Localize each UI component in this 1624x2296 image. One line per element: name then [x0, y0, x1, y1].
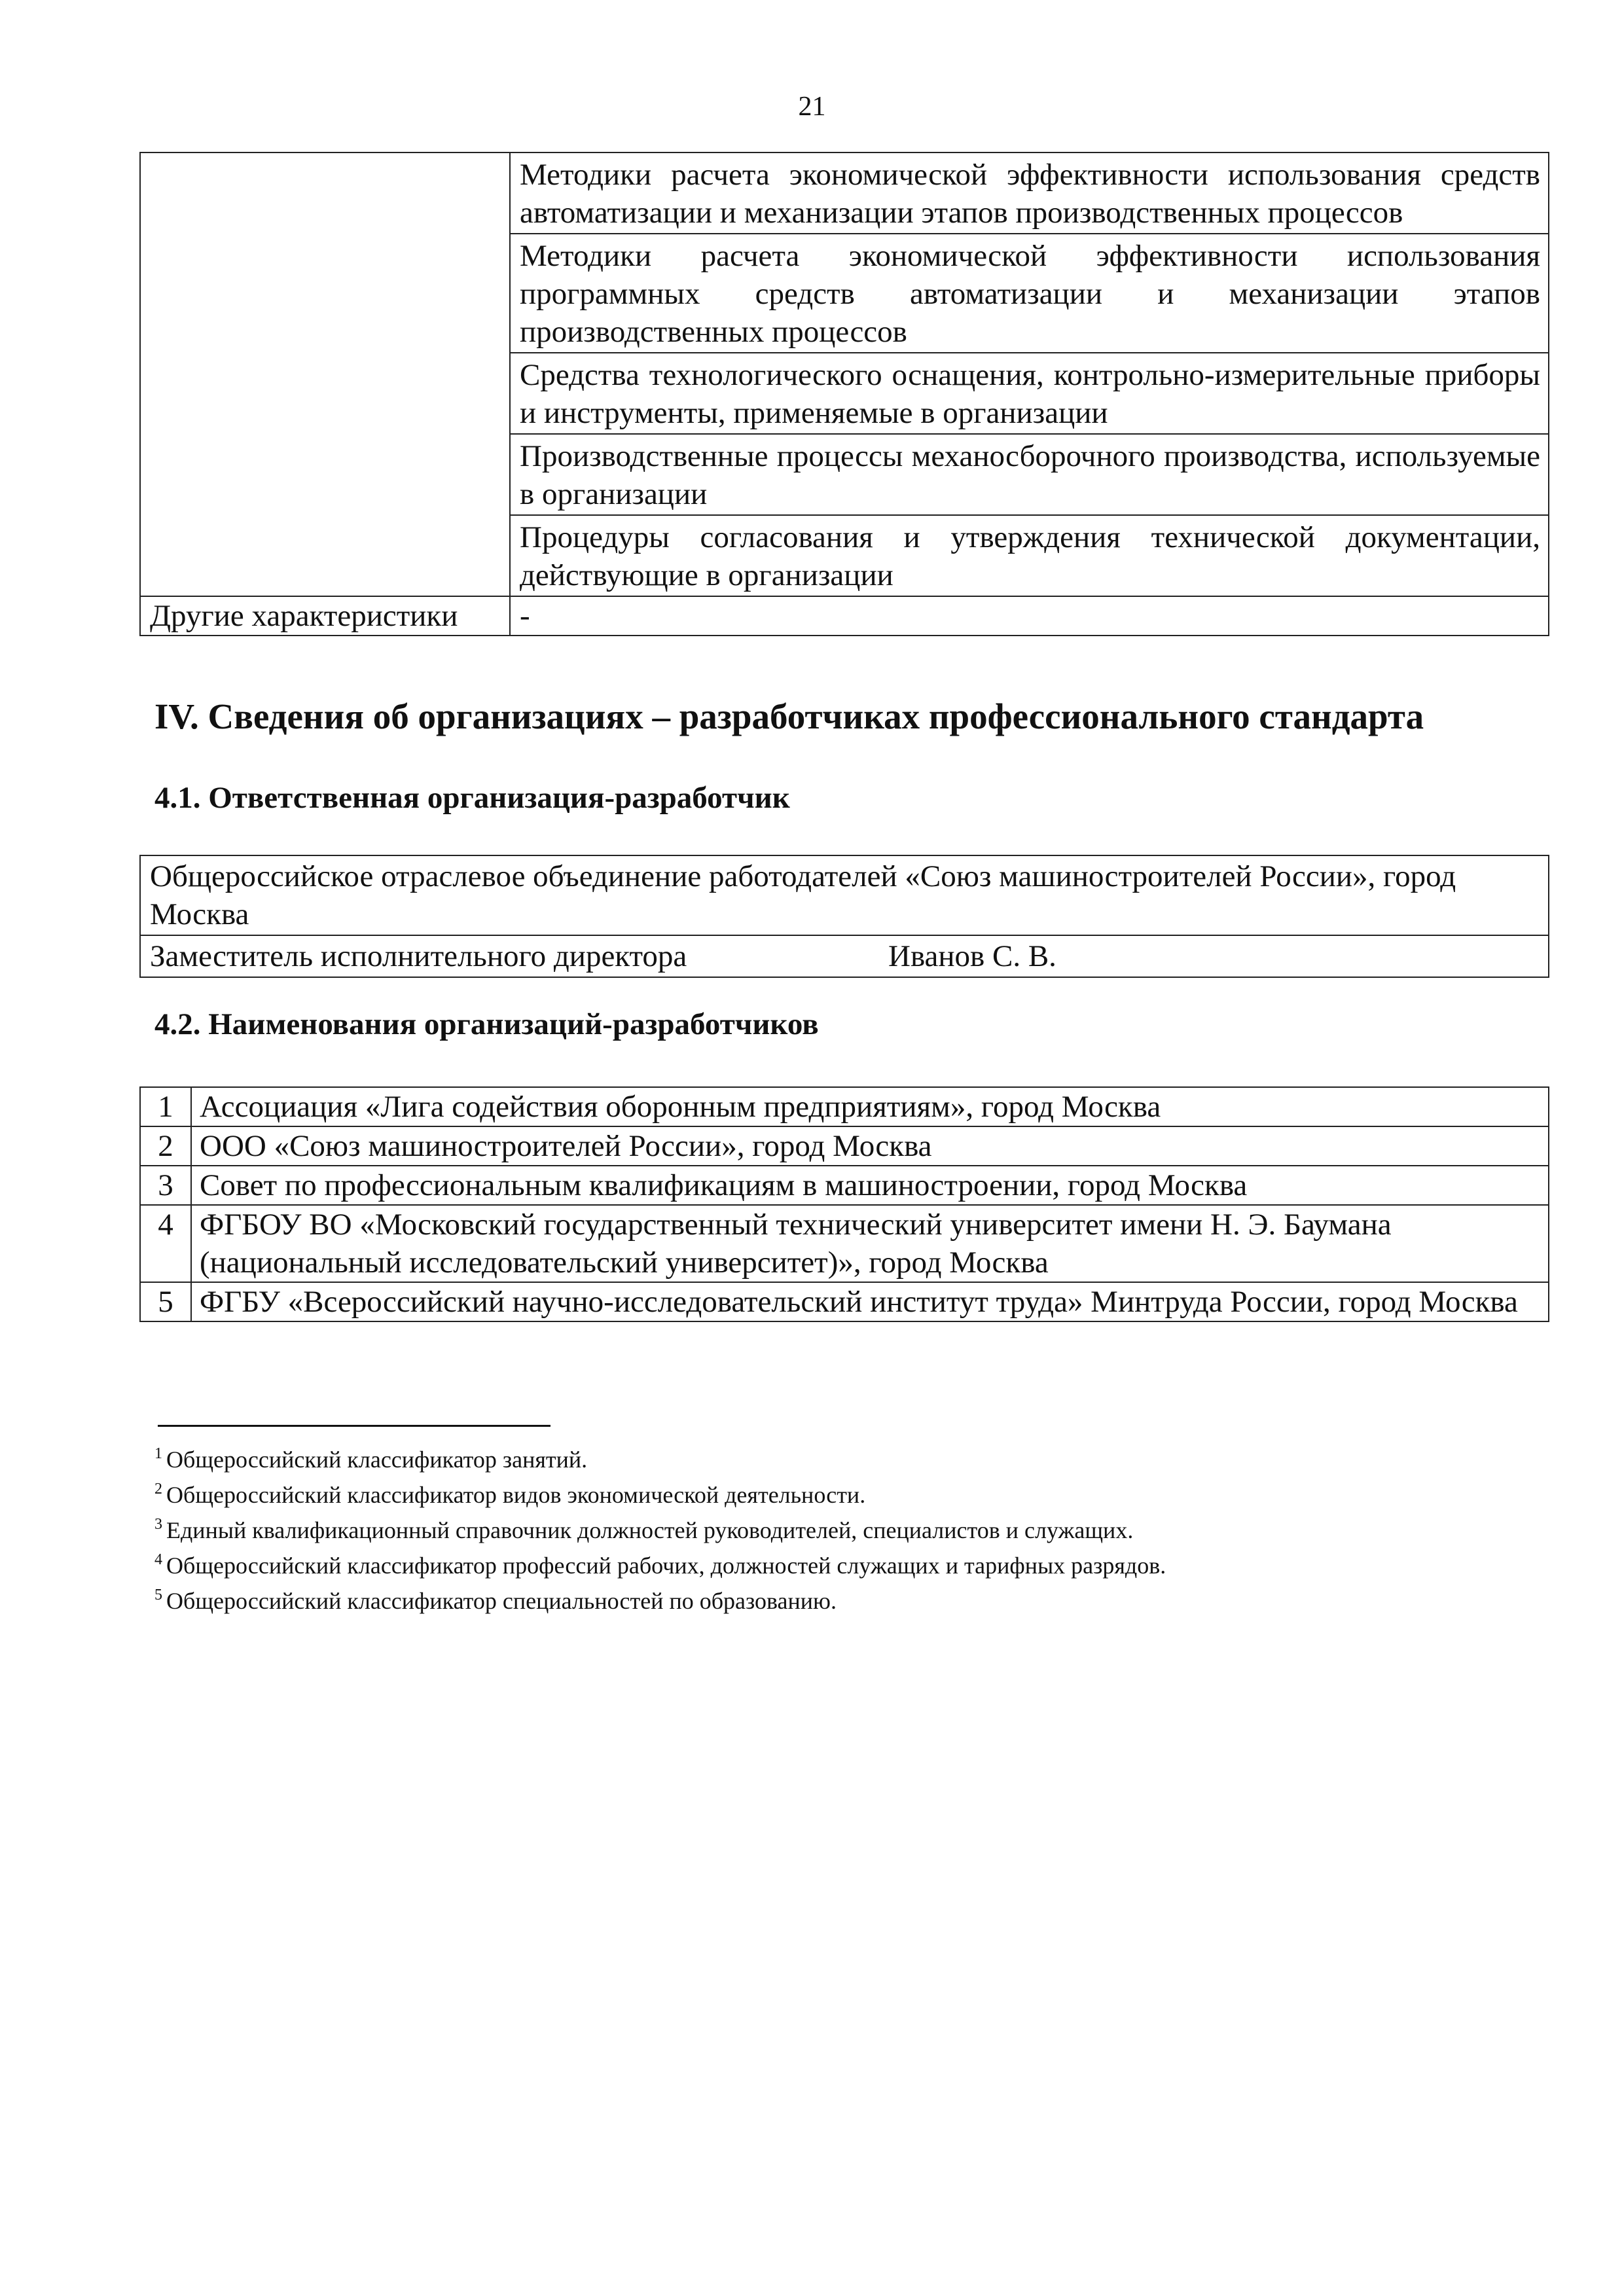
responsible-org-table: [139, 855, 1549, 978]
table-cell: Методики расчета экономической эффективности использования программных средств автоматизации и механизации этапов производственных процессов: [510, 234, 1549, 353]
table-row: [140, 855, 1549, 935]
responsible-org-name: Общероссийское отраслевое объединение работодателей «Союз машиностроителей России», город Москва: [140, 855, 1549, 935]
developer-name: Ассоциация «Лига содействия оборонным предприятиям», город Москва: [191, 1087, 1549, 1126]
row-number: 1: [140, 1087, 191, 1126]
table-row: [140, 935, 1549, 977]
signatory-position: Заместитель исполнительного директора: [150, 939, 687, 973]
developer-name: Совет по профессиональным квалификациям в машиностроении, город Москва: [191, 1166, 1549, 1205]
table-row: [140, 234, 1549, 353]
table-cell-empty: [140, 234, 510, 353]
table-row: [140, 1166, 1549, 1205]
signatory-name: Иванов С. В.: [888, 939, 1056, 973]
developers-table: [139, 1086, 1549, 1322]
competency-table: [139, 152, 1549, 636]
table-cell-empty: [140, 353, 510, 434]
responsible-org-heading: 4.1. Ответственная организация-разработчик: [154, 781, 790, 815]
footnote-mark: 3: [154, 1516, 162, 1533]
page-number: 21: [798, 92, 826, 122]
footnote-separator: [158, 1425, 550, 1427]
table-cell: Методики расчета экономической эффективности использования средств автоматизации и механизации этапов производственных процессов: [510, 152, 1549, 234]
footnote-mark: 1: [154, 1445, 162, 1462]
developer-name: ФГБОУ ВО «Московский государственный технический университет имени Н. Э. Баумана (национальный исследовательский университет)», город Москва: [191, 1205, 1549, 1282]
footnote-mark: 4: [154, 1551, 162, 1568]
table-row: [140, 1205, 1549, 1282]
footnote: [154, 1477, 1529, 1513]
table-row-other: [140, 596, 1549, 636]
footnote-mark: 5: [154, 1587, 162, 1604]
footnote-mark: 2: [154, 1480, 162, 1498]
table-row: [140, 1126, 1549, 1166]
row-number: 4: [140, 1205, 191, 1282]
table-cell-empty: [140, 152, 510, 234]
table-row: [140, 1282, 1549, 1321]
footnote: [154, 1548, 1529, 1583]
table-cell: Процедуры согласования и утверждения технической документации, действующие в организации: [510, 515, 1549, 596]
footnote-text: Общероссийский классификатор специальностей по образованию.: [166, 1588, 837, 1614]
footnote-text: Общероссийский классификатор занятий.: [166, 1446, 588, 1473]
table-row: [140, 152, 1549, 234]
footnote: [154, 1442, 1529, 1477]
developer-name: ООО «Союз машиностроителей России», город Москва: [191, 1126, 1549, 1166]
table-cell: Средства технологического оснащения, контрольно-измерительные приборы и инструменты, применяемые в организации: [510, 353, 1549, 434]
row-number: 2: [140, 1126, 191, 1166]
footnote-text: Общероссийский классификатор профессий рабочих, должностей служащих и тарифных разрядов.: [166, 1552, 1166, 1579]
table-row: [140, 353, 1549, 434]
table-cell-empty: [140, 434, 510, 515]
other-characteristics-value: -: [510, 596, 1549, 636]
table-row: [140, 434, 1549, 515]
table-row: [140, 1087, 1549, 1126]
footnote-text: Единый квалификационный справочник должностей руководителей, специалистов и служащих.: [166, 1517, 1134, 1543]
row-number: 5: [140, 1282, 191, 1321]
signature-row: [140, 935, 1549, 977]
footnote-text: Общероссийский классификатор видов экономической деятельности.: [166, 1482, 866, 1508]
row-number: 3: [140, 1166, 191, 1205]
other-characteristics-label: Другие характеристики: [140, 596, 510, 636]
footnote: [154, 1583, 1529, 1619]
table-cell: Производственные процессы механосборочного производства, используемые в организации: [510, 434, 1549, 515]
table-row: [140, 515, 1549, 596]
footnotes: [154, 1442, 1529, 1619]
footnote: [154, 1513, 1529, 1548]
table-cell-empty: [140, 515, 510, 596]
section-title: IV. Сведения об организациях – разработчиках профессионального стандарта: [154, 696, 1424, 736]
developer-name: ФГБУ «Всероссийский научно-исследовательский институт труда» Минтруда России, город Москва: [191, 1282, 1549, 1321]
developers-heading: 4.2. Наименования организаций-разработчиков: [154, 1007, 819, 1041]
